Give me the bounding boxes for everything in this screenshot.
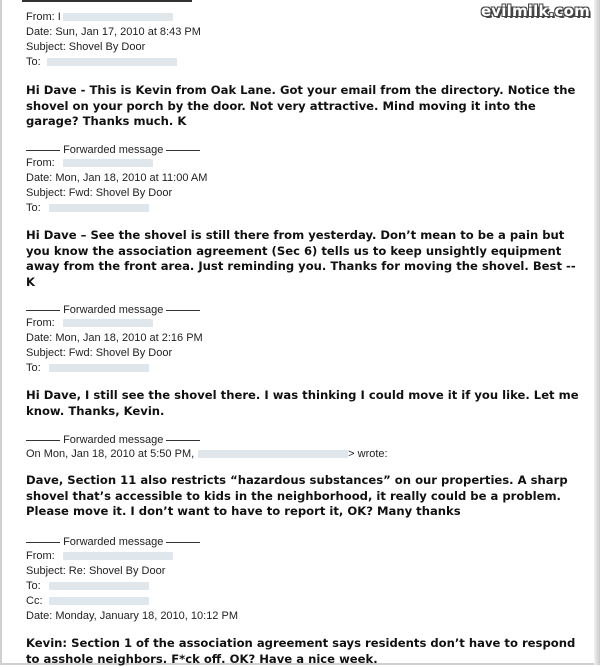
email5-to: To: (26, 579, 149, 594)
email5-date: Date: Monday, January 18, 2010, 10:12 PM (26, 610, 238, 622)
email1-from: From: I (26, 10, 173, 25)
redacted-address (63, 319, 153, 327)
watermark: evilmilk.com (480, 2, 590, 20)
redacted-address (49, 204, 149, 212)
email5-from: From: (26, 549, 173, 564)
email3-forwarded-header: Forwarded message (26, 303, 200, 317)
redacted-address (47, 58, 177, 66)
email2-body: Hi Dave – See the shovel is still there from yesterday. Don’t mean to be a pain but you know the association agreement (Sec 6) tells us to keep unsightly equipment away from the front area. Just reminding you. Thanks for moving the shovel. Best -- K (26, 228, 576, 289)
email2-to: To: (26, 201, 149, 216)
email2-from: From: (26, 156, 153, 171)
redacted-address (49, 582, 149, 590)
email3-subject: Subject: Fwd: Shovel By Door (26, 347, 173, 359)
email1-date: Date: Sun, Jan 17, 2010 at 8:43 PM (26, 26, 201, 38)
email3-from: From: (26, 316, 153, 331)
email5-subject: Subject: Re: Shovel By Door (26, 565, 166, 577)
redacted-address (49, 364, 149, 372)
email4-on-wrote: On Mon, Jan 18, 2010 at 5:50 PM, > wrote: (26, 448, 388, 460)
email1-body: Hi Dave - This is Kevin from Oak Lane. Got your email from the directory. Notice the shovel on your porch by the door. Not very attractive. Mind moving it into the garage? Thanks much. K (26, 83, 576, 128)
window-edge (594, 0, 600, 665)
email2-forwarded-header: Forwarded message (26, 143, 200, 157)
email5-body: Kevin: Section 1 of the association agreement says residents don’t have to respond to asshole neighbors. F*ck off. OK? Have a nice week. (26, 636, 576, 666)
email1-subject: Subject: Shovel By Door (26, 41, 146, 53)
redacted-address (63, 552, 173, 560)
email5-forwarded-header: Forwarded message (26, 535, 200, 549)
email4-body: Dave, Section 11 also restricts “hazardous substances” on our properties. A sharp shovel that’s accessible to kids in the neighborhood, it really could be a problem. Please move it. I don’t want to have to report it, OK? Many thanks (26, 473, 568, 518)
email1-to: To: (26, 55, 177, 70)
email5-cc: Cc: (26, 594, 149, 609)
email3-date: Date: Mon, Jan 18, 2010 at 2:16 PM (26, 332, 203, 344)
redacted-address (63, 159, 153, 167)
email3-body: Hi Dave, I still see the shovel there. I was thinking I could move it if you like. Let me know. Thanks, Kevin. (26, 388, 579, 418)
email2-date: Date: Mon, Jan 18, 2010 at 11:00 AM (26, 172, 208, 184)
email3-to: To: (26, 361, 149, 376)
redacted-address (198, 450, 348, 458)
email2-subject: Subject: Fwd: Shovel By Door (26, 187, 173, 199)
redacted-address (63, 13, 173, 21)
redacted-address (49, 597, 149, 605)
top-divider (22, 0, 192, 2)
email4-forwarded-header: Forwarded message (26, 433, 200, 447)
